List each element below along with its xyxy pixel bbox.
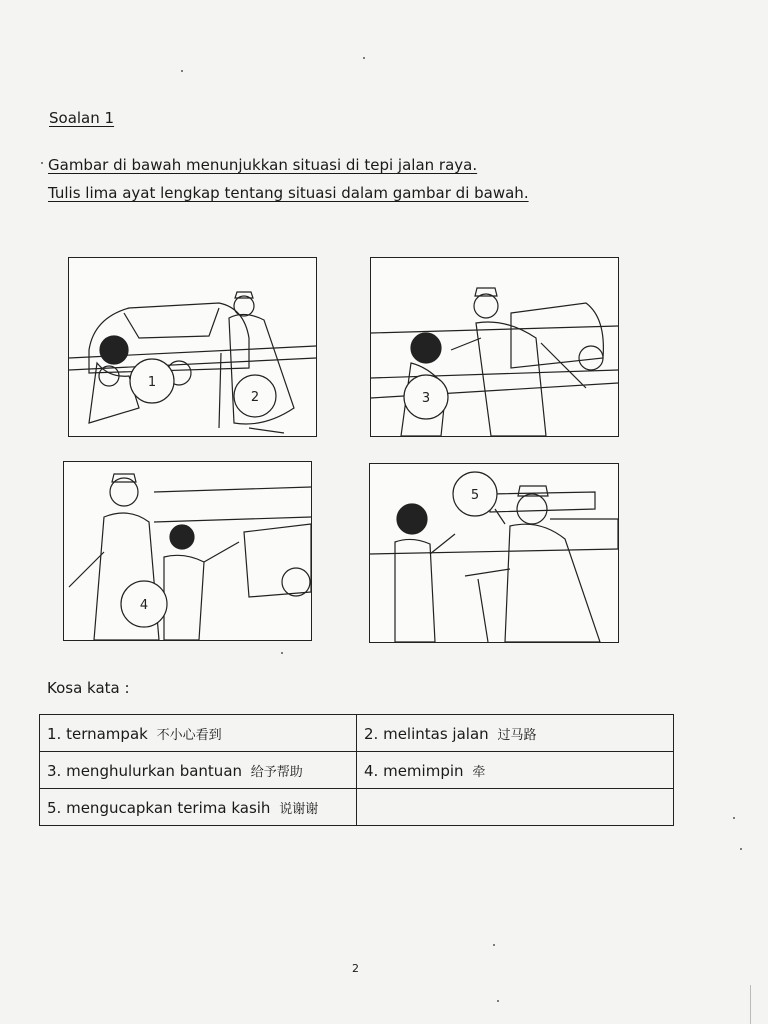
vocab-empty-cell xyxy=(357,789,674,826)
marker-3 xyxy=(404,375,448,419)
marker-4 xyxy=(121,581,167,627)
vocab-item-4 xyxy=(357,752,674,789)
picture-panel-4 xyxy=(369,463,619,643)
vocabulary-heading: Kosa kata : xyxy=(47,679,130,697)
vocab-word: menghulurkan bantuan xyxy=(66,761,243,780)
vocabulary-row xyxy=(40,789,674,826)
panel-4-illustration xyxy=(370,464,618,642)
panel-2-illustration xyxy=(371,258,618,436)
scan-speck xyxy=(281,652,283,654)
vocab-number: 2. xyxy=(364,724,379,743)
marker-3-label: 3 xyxy=(421,391,431,406)
picture-panel-1 xyxy=(68,257,317,437)
vocab-word: memimpin xyxy=(383,761,464,780)
vocab-number: 3. xyxy=(47,761,62,780)
vocab-number: 1. xyxy=(47,724,62,743)
scan-speck xyxy=(363,57,365,59)
vocab-number: 4. xyxy=(364,761,379,780)
scan-speck xyxy=(181,70,183,72)
scan-speck xyxy=(733,817,735,819)
marker-4-label: 4 xyxy=(139,598,149,613)
marker-1 xyxy=(130,359,174,403)
scan-speck xyxy=(740,848,742,850)
picture-panel-3 xyxy=(63,461,312,641)
instruction-line-1: Gambar di bawah menunjukkan situasi di tepi jalan raya. xyxy=(48,156,478,174)
panel-1-illustration xyxy=(69,258,316,436)
vocab-chinese: 说谢谢 xyxy=(279,801,319,817)
vocabulary-row xyxy=(40,715,674,752)
marker-5-label: 5 xyxy=(470,488,480,503)
vocabulary-row xyxy=(40,752,674,789)
marker-1-label: 1 xyxy=(147,375,157,390)
vocab-item-3 xyxy=(40,752,357,789)
vocab-number: 5. xyxy=(47,798,62,817)
marker-5 xyxy=(453,472,497,516)
scan-speck xyxy=(41,162,43,164)
vocab-item-5 xyxy=(40,789,357,826)
vocab-chinese: 牵 xyxy=(472,764,486,780)
picture-panel-2 xyxy=(370,257,619,437)
vocab-word: ternampak xyxy=(66,724,148,743)
page-number: 2 xyxy=(352,962,359,975)
marker-2 xyxy=(234,375,276,417)
vocab-word: melintas jalan xyxy=(383,724,489,743)
scan-edge-line xyxy=(750,985,751,1024)
scan-speck xyxy=(497,1000,499,1002)
vocab-item-2 xyxy=(357,715,674,752)
vocab-chinese: 过马路 xyxy=(497,727,537,743)
vocab-chinese: 不小心看到 xyxy=(156,727,222,743)
vocab-chinese: 给予帮助 xyxy=(250,764,303,780)
panel-3-illustration xyxy=(64,462,311,640)
instruction-line-2: Tulis lima ayat lengkap tentang situasi dalam gambar di bawah. xyxy=(48,184,529,202)
vocabulary-table xyxy=(39,714,674,826)
scan-speck xyxy=(493,944,495,946)
question-title: Soalan 1 xyxy=(49,109,115,127)
vocab-word: mengucapkan terima kasih xyxy=(66,798,271,817)
vocab-item-1 xyxy=(40,715,357,752)
marker-2-label: 2 xyxy=(250,390,260,405)
